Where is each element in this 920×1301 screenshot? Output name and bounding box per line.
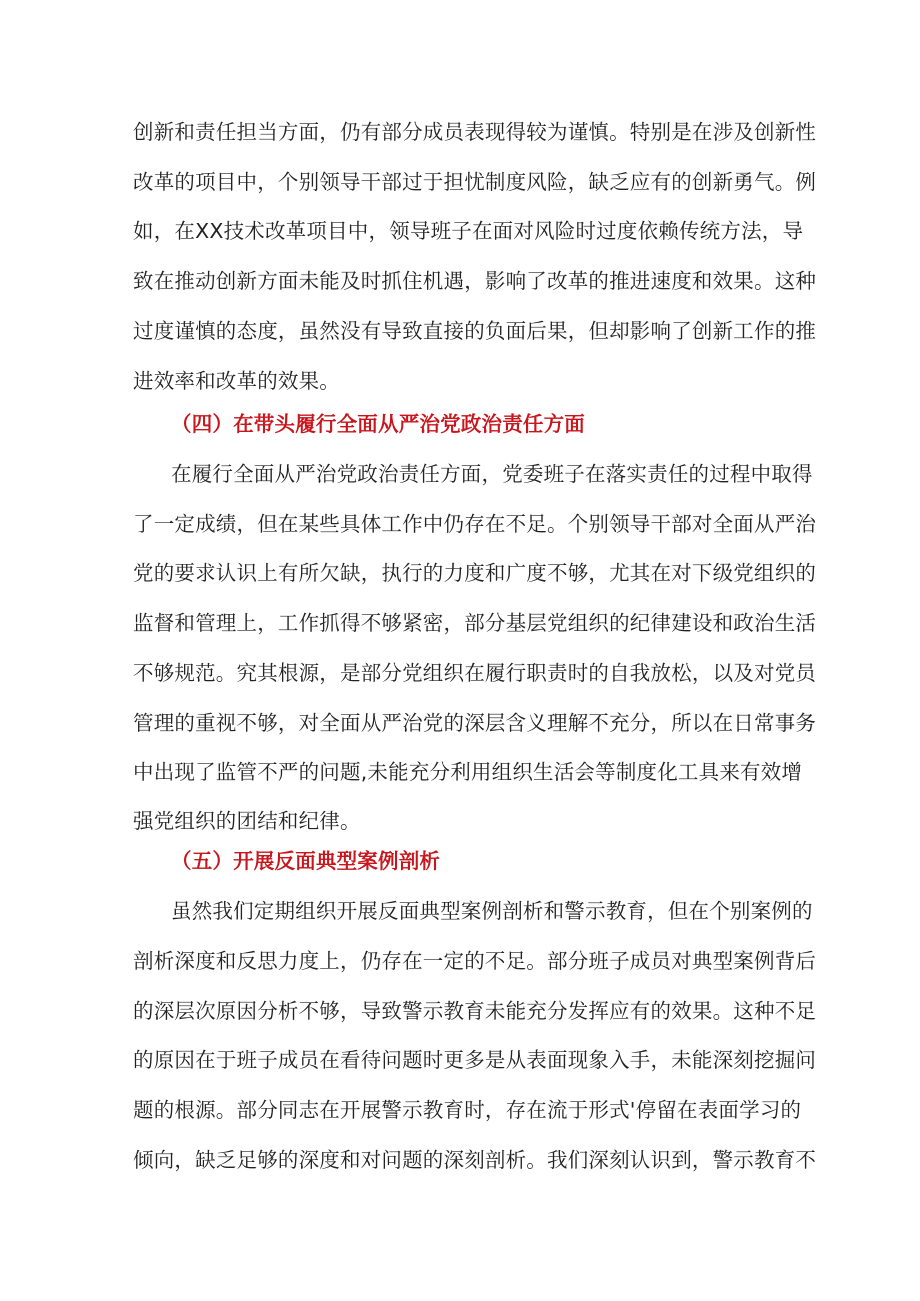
paragraph-line: 过度谨慎的态度，虽然没有导致直接的负面后果，但却影响了创新工作的推 [133,319,817,343]
paragraph-line: 监督和管理上，工作抓得不够紧密，部分基层党组织的纪律建设和政治生活 [133,611,817,635]
paragraph-line: 进效率和改革的效果。 [133,369,340,393]
paragraph-line: 不够规范。究其根源，是部分党组织在履行职责时的自我放松，以及对党员 [133,661,817,685]
paragraph-line: 改革的项目中，个别领导干部过于担忧制度风险，缺乏应有的创新勇气。例 [133,170,817,194]
paragraph-line: 管理的重视不够，对全面从严治党的深层含义理解不充分，所以在日常事务 [133,711,817,735]
paragraph-line: 了一定成绩，但在某些具体工作中仍存在不足。个别领导干部对全面从严治 [133,512,817,536]
paragraph-line: 致在推动创新方面未能及时抓住机遇，影响了改革的推进速度和效果。这种 [133,269,817,293]
section-heading: （五）开展反面典型案例剖析 [171,849,441,873]
paragraph-line: 的原因在于班子成员在看待问题时更多是从表面现象入手，未能深刻挖掘问 [133,1048,817,1072]
paragraph-line: 中出现了监管不严的问题,未能充分利用组织生活会等制度化工具来有效增 [133,760,803,784]
paragraph-line: 在履行全面从严治党政治责任方面，党委班子在落实责任的过程中取得 [171,462,813,486]
paragraph-line: 倾向，缺乏足够的深度和对问题的深刻剖析。我们深刻认识到，警示教育不 [133,1148,817,1172]
paragraph-line: 强党组织的团结和纪律。 [133,809,361,833]
section-heading: （四）在带头履行全面从严治党政治责任方面 [171,412,585,436]
paragraph-line: 剖析深度和反思力度上，仍存在一定的不足。部分班子成员对典型案例背后 [133,949,817,973]
paragraph-line: 如，在XX技术改革项目中，领导班子在面对风险时过度依赖传统方法，导 [133,219,804,243]
paragraph-line: 的深层次原因分析不够，导致警示教育未能充分发挥应有的效果。这种不足 [133,999,817,1023]
paragraph-line: 虽然我们定期组织开展反面典型案例剖析和警示教育，但在个别案例的 [171,899,813,923]
paragraph-line: 创新和责任担当方面，仍有部分成员表现得较为谨慎。特别是在涉及创新性 [133,120,817,144]
paragraph-line: 党的要求认识上有所欠缺，执行的力度和广度不够，尤其在对下级党组织的 [133,561,817,585]
paragraph-line: 题的根源。部分同志在开展警示教育时，存在流于形式'停留在表面学习的 [133,1098,802,1122]
